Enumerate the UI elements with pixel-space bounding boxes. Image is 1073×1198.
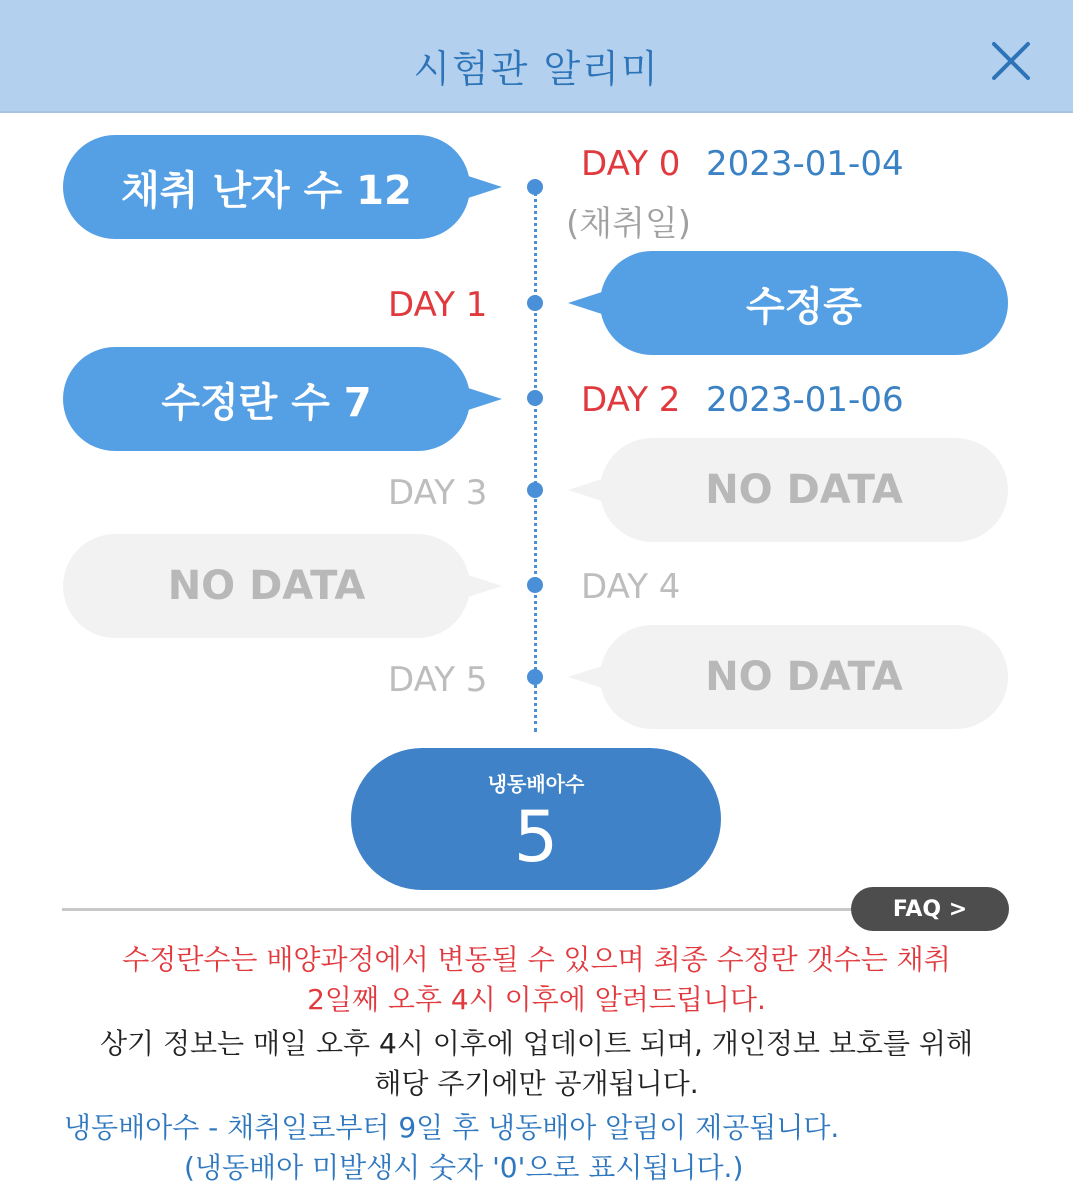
close-button[interactable] bbox=[986, 36, 1036, 86]
day4-dot bbox=[527, 577, 543, 593]
day3-bubble bbox=[600, 438, 1008, 542]
day4-bubble bbox=[63, 534, 470, 638]
day0-bubble-tail bbox=[462, 174, 502, 200]
day2-bubble-text: 수정란 수 7 bbox=[161, 379, 372, 426]
timeline-line bbox=[534, 186, 537, 732]
day1-label: DAY 1 bbox=[388, 285, 488, 325]
fertilization-note-line-1: 수정란수는 배양과정에서 변동될 수 있으며 최종 수정란 갯수는 채취 bbox=[122, 943, 951, 976]
day3-bubble-text: NO DATA bbox=[705, 467, 903, 513]
day0-date: 2023-01-04 bbox=[706, 144, 904, 184]
divider bbox=[62, 908, 862, 911]
day0-bubble bbox=[63, 135, 470, 239]
close-icon bbox=[986, 36, 1036, 86]
day0-bubble-text: 채취 난자 수 12 bbox=[121, 167, 412, 214]
day2-dot bbox=[527, 390, 543, 406]
header-bar bbox=[0, 0, 1073, 113]
frozen-embryo-label: 냉동배아수 bbox=[487, 772, 585, 796]
update-note-line-1: 상기 정보는 매일 오후 4시 이후에 업데이트 되며, 개인정보 보호를 위해 bbox=[99, 1027, 974, 1060]
frozen-embryo-card[interactable] bbox=[351, 748, 721, 890]
day0-dot bbox=[527, 179, 543, 195]
day5-dot bbox=[527, 669, 543, 685]
day5-bubble bbox=[600, 625, 1008, 729]
day1-bubble-text: 수정중 bbox=[746, 283, 862, 330]
day3-label: DAY 3 bbox=[388, 473, 488, 513]
update-note-line-2: 해당 주기에만 공개됩니다. bbox=[374, 1067, 699, 1100]
frozen-note-line-2: (냉동배아 미발생시 숫자 '0'으로 표시됩니다.) bbox=[184, 1151, 744, 1184]
day4-bubble-tail bbox=[462, 573, 502, 599]
day0-sub-label: (채취일) bbox=[566, 204, 692, 244]
day2-bubble bbox=[63, 347, 470, 451]
fertilization-note-line-2: 2일째 오후 4시 이후에 알려드립니다. bbox=[307, 983, 766, 1016]
faq-button[interactable]: FAQ > bbox=[851, 887, 1009, 931]
day5-label: DAY 5 bbox=[388, 660, 488, 700]
page-title: 시험관 알리미 bbox=[413, 47, 660, 91]
day2-bubble-tail bbox=[462, 386, 502, 412]
frozen-note-line-1: 냉동배아수 - 채취일로부터 9일 후 냉동배아 알림이 제공됩니다. bbox=[64, 1111, 840, 1144]
day5-bubble-text: NO DATA bbox=[705, 654, 903, 700]
day1-bubble bbox=[600, 251, 1008, 355]
fertilization-note bbox=[0, 940, 1073, 1020]
frozen-embryo-count: 5 bbox=[513, 796, 559, 878]
update-note bbox=[0, 1024, 1073, 1104]
day0-label: DAY 0 bbox=[581, 144, 681, 184]
day4-bubble-text: NO DATA bbox=[167, 563, 366, 609]
day3-dot bbox=[527, 482, 543, 498]
day2-label: DAY 2 bbox=[581, 380, 681, 420]
frozen-note bbox=[44, 1108, 944, 1188]
day1-dot bbox=[527, 295, 543, 311]
day2-date: 2023-01-06 bbox=[706, 380, 904, 420]
day4-label: DAY 4 bbox=[581, 567, 681, 607]
